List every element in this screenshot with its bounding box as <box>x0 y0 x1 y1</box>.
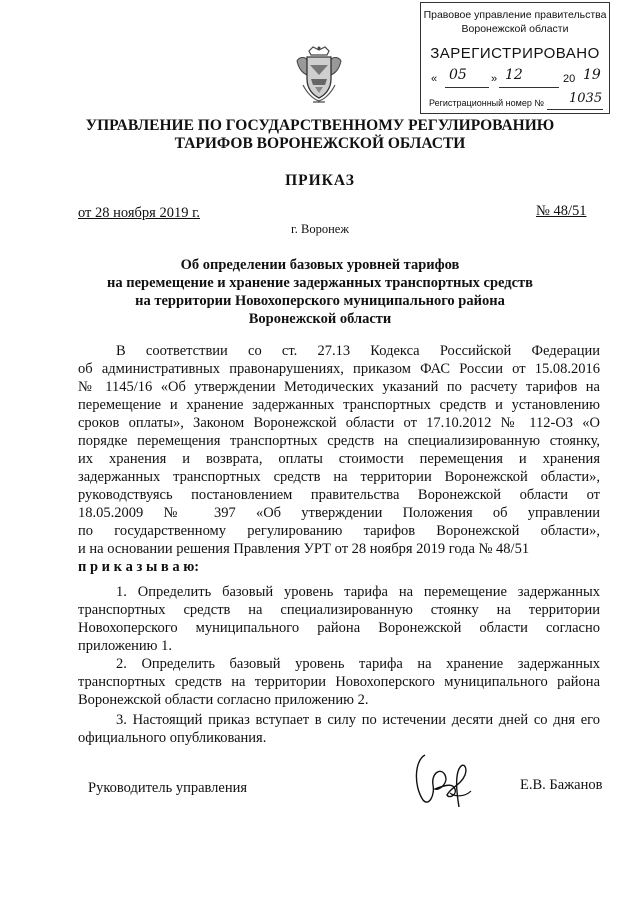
document-title-line3: на территории Новохоперского муниципального района <box>135 293 505 309</box>
document-title-line4: Воронежской области <box>248 311 392 327</box>
intro-line: руководствуясь постановлением правительства Воронежской области от <box>78 487 600 503</box>
signer-name: Е.В. Бажанов <box>520 777 603 793</box>
stamp-authority-line1: Правовое управление правительства <box>423 9 607 21</box>
document-number: № 48/51 <box>536 203 587 219</box>
item-line: официального опубликования. <box>78 730 267 746</box>
item-line: 3. Настоящий приказ вступает в силу по истечении десяти дней со дня его <box>116 712 600 728</box>
item-line: Новохоперского муниципального района Воронежской области согласно <box>78 620 600 636</box>
order-word: п р и к а з ы в а ю: <box>78 559 200 575</box>
stamp-date-year-prefix: 20 <box>563 73 576 85</box>
item-line: приложению 1. <box>78 638 173 654</box>
organization-name-line1: УПРАВЛЕНИЕ ПО ГОСУДАРСТВЕННОМУ РЕГУЛИРОВАНИЮ <box>85 117 555 134</box>
intro-line: порядке перемещения транспортных средств на специализированную стоянку, <box>78 433 600 449</box>
intro-line: В соответствии со ст. 27.13 Кодекса Российской Федерации <box>116 343 600 359</box>
intro-line: по государственному регулированию тарифов Воронежской области», <box>78 523 600 539</box>
stamp-date-month: 12 <box>505 67 523 83</box>
item-line: Воронежской области согласно приложению 2. <box>78 692 369 708</box>
intro-line: задержанных транспортных средств на территории Воронежской области», <box>78 469 600 485</box>
document-title-line1: Об определении базовых уровней тарифов <box>180 257 460 273</box>
item-line: 1. Определить базовый уровень тарифа на перемещение задержанных <box>116 584 600 600</box>
coat-of-arms-icon <box>293 45 345 105</box>
intro-line: 18.05.2009 № 397 «Об утверждении Положения об управлении <box>78 505 600 521</box>
intro-line: и на основании решения Правления УРТ от 28 ноября 2019 года № 48/51 <box>78 541 530 557</box>
document-type: ПРИКАЗ <box>285 172 355 189</box>
item-line: 2. Определить базовый уровень тарифа на хранение задержанных <box>116 656 600 672</box>
intro-line: сроков оплаты», Законом Воронежской области от 17.10.2012 № 112-ОЗ «О <box>78 415 600 431</box>
stamp-reg-number-label: Регистрационный номер № <box>429 98 545 108</box>
handwritten-signature <box>395 745 495 815</box>
stamp-date-day: 05 <box>449 67 467 83</box>
intro-line: № 1145/16 «Об утверждении Методических указаний по расчету тарифов на <box>78 379 600 395</box>
organization-name-line2: ТАРИФОВ ВОРОНЕЖСКОЙ ОБЛАСТИ <box>174 135 466 152</box>
document-date: от 28 ноября 2019 г. <box>78 205 201 221</box>
intro-line: их хранения и возврата, оплаты стоимости перемещения и хранения <box>78 451 600 467</box>
registration-stamp <box>420 2 610 114</box>
document-title-line2: на перемещение и хранение задержанных транспортных средств <box>107 275 533 291</box>
stamp-authority-line2: Воронежской области <box>461 23 569 35</box>
intro-line: перемещение и хранение задержанных транспортных средств и установлению <box>78 397 600 413</box>
stamp-date-close-quote: » <box>491 73 498 85</box>
stamp-date-year-hand: 19 <box>583 67 601 83</box>
document-city: г. Воронеж <box>291 222 349 236</box>
stamp-registered-label: ЗАРЕГИСТРИРОВАНО <box>430 45 600 62</box>
stamp-date-open-quote: « <box>431 73 438 85</box>
stamp-reg-number: 1035 <box>569 91 603 106</box>
intro-line: об административных правонарушениях, приказом ФАС России от 15.08.2016 <box>78 361 600 377</box>
item-line: транспортных средств на территории Новохоперского муниципального района <box>78 674 600 690</box>
item-line: транспортных средств на специализированную стоянку на территории <box>78 602 600 618</box>
signer-position: Руководитель управления <box>88 780 248 796</box>
stamp-date <box>431 67 603 89</box>
